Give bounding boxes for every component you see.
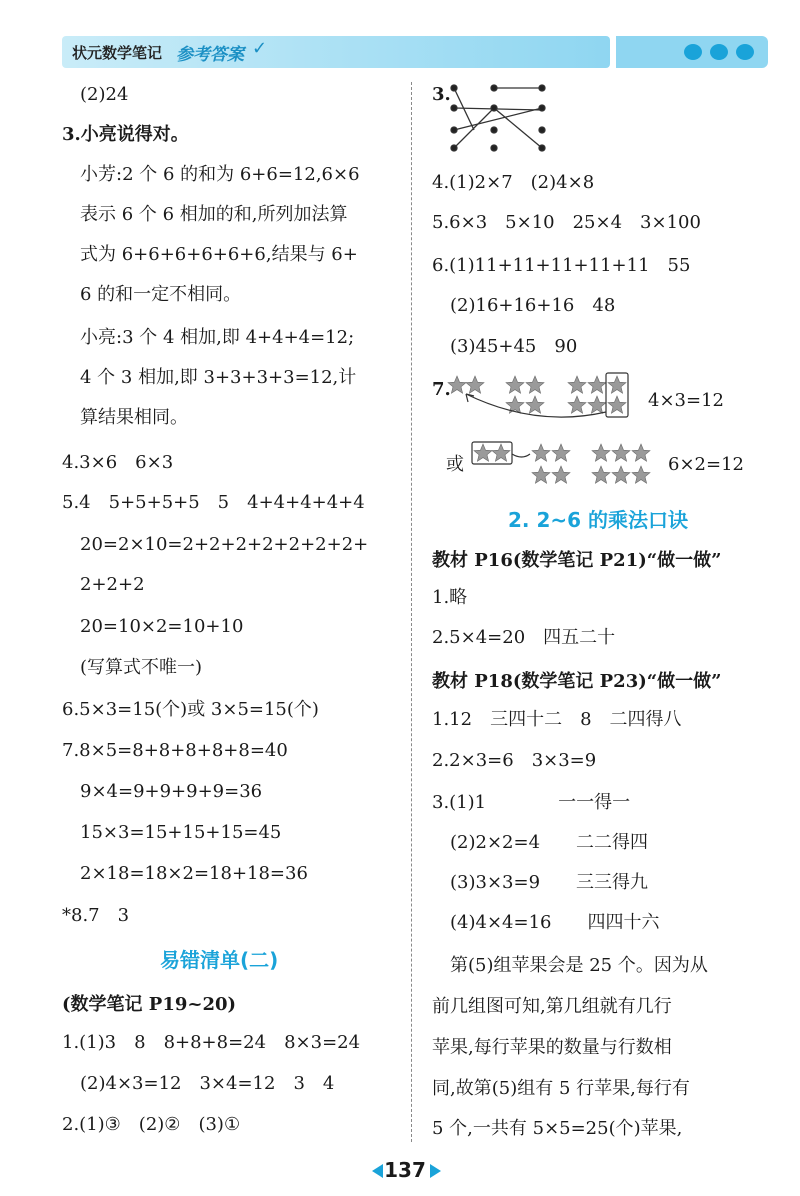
answer-line: 算结果相同。 bbox=[80, 407, 188, 428]
star-icon bbox=[632, 444, 650, 461]
star-icon bbox=[632, 466, 650, 483]
dot-icon bbox=[710, 44, 728, 60]
answer-line: 7.8×5=8+8+8+8+8=40 bbox=[62, 740, 288, 761]
answer-line: 15×3=15+15+15=45 bbox=[80, 822, 282, 843]
answer-line: 同,故第(5)组有 5 行苹果,每行有 bbox=[432, 1078, 690, 1099]
star-icon bbox=[526, 396, 544, 413]
section-title: 2. 2~6 的乘法口诀 bbox=[508, 508, 689, 532]
answer-line: 4.(1)2×7 (2)4×8 bbox=[432, 172, 595, 193]
answers-label: 参考答案 bbox=[176, 45, 244, 65]
next-arrow-icon bbox=[430, 1164, 441, 1178]
equation: 6×2=12 bbox=[668, 454, 744, 475]
answer-line: 6.5×3=15(个)或 3×5=15(个) bbox=[62, 699, 319, 720]
section-title: 易错清单(二) bbox=[160, 948, 279, 972]
star-icon bbox=[552, 466, 570, 483]
page-number: 137 bbox=[384, 1158, 426, 1182]
answer-line: 4 个 3 相加,即 3+3+3+3=12,计 bbox=[80, 367, 357, 388]
answer-line: (2)2×2=4 二二得四 bbox=[450, 832, 649, 853]
star-icon bbox=[588, 376, 606, 393]
star-icon bbox=[532, 466, 550, 483]
answer-line: (写算式不唯一) bbox=[80, 657, 203, 678]
answer-line: 小芳:2 个 6 的和为 6+6=12,6×6 bbox=[80, 164, 360, 185]
answer-line: 6 的和一定不相同。 bbox=[80, 284, 242, 305]
check-icon: ✓ bbox=[252, 38, 268, 59]
answer-line: 前几组图可知,第几组就有几行 bbox=[432, 996, 672, 1017]
answer-line: 5.4 5+5+5+5 5 4+4+4+4+4 bbox=[62, 492, 365, 513]
answer-line: 3.(1)1 一一得一 bbox=[432, 792, 631, 813]
answer-line: (3)3×3=9 三三得九 bbox=[450, 872, 649, 893]
answer-line: 2.5×4=20 四五二十 bbox=[432, 627, 616, 648]
answer-line: 苹果,每行苹果的数量与行数相 bbox=[432, 1037, 672, 1058]
star-icon bbox=[592, 444, 610, 461]
match-line bbox=[454, 108, 542, 110]
star-icon bbox=[552, 444, 570, 461]
answer-line: *8.7 3 bbox=[62, 905, 130, 926]
answer-line: (2)24 bbox=[80, 84, 129, 105]
subsection-title: 教材 P18(数学笔记 P23)“做一做” bbox=[432, 671, 722, 692]
answer-line: 2+2+2 bbox=[80, 574, 145, 595]
brand-title: 状元数学笔记 bbox=[72, 44, 163, 62]
subsection-title: (数学笔记 P19~20) bbox=[62, 994, 237, 1015]
star-icon bbox=[612, 466, 630, 483]
star-icon bbox=[506, 376, 524, 393]
star-icon bbox=[526, 376, 544, 393]
answer-line: 3.小亮说得对。 bbox=[62, 124, 189, 145]
answer-line: (3)45+45 90 bbox=[450, 336, 578, 357]
answer-line: 5.6×3 5×10 25×4 3×100 bbox=[432, 212, 701, 233]
star-icon bbox=[568, 396, 586, 413]
star-icon bbox=[448, 376, 466, 393]
answer-line: 2.(1)③ (2)② (3)① bbox=[62, 1114, 241, 1135]
answer-line: 6.(1)11+11+11+11+11 55 bbox=[432, 255, 691, 276]
answer-line: (2)4×3=12 3×4=12 3 4 bbox=[80, 1073, 335, 1094]
star-icon bbox=[492, 444, 510, 461]
or-label: 或 bbox=[446, 454, 464, 475]
star-icon bbox=[592, 466, 610, 483]
star-icon bbox=[588, 396, 606, 413]
answer-line: 1.12 三四十二 8 二四得八 bbox=[432, 709, 682, 730]
question-number: 3. bbox=[432, 84, 451, 105]
answer-line: 4.3×6 6×3 bbox=[62, 452, 174, 473]
matching-lines-diagram bbox=[450, 82, 550, 154]
dot-icon bbox=[684, 44, 702, 60]
star-icon bbox=[608, 376, 626, 393]
answer-line: 表示 6 个 6 相加的和,所列加法算 bbox=[80, 204, 348, 225]
star-icon bbox=[612, 444, 630, 461]
answer-line: 式为 6+6+6+6+6+6,结果与 6+ bbox=[80, 244, 358, 265]
column-divider bbox=[411, 82, 412, 1142]
star-grouping-diagram-2 bbox=[468, 440, 658, 490]
subsection-title: 教材 P16(数学笔记 P21)“做一做” bbox=[432, 550, 722, 571]
answer-line: 2×18=18×2=18+18=36 bbox=[80, 863, 308, 884]
answer-line: 1.略 bbox=[432, 587, 468, 608]
answer-line: 1.(1)3 8 8+8+8=24 8×3=24 bbox=[62, 1032, 361, 1053]
answer-line: 20=10×2=10+10 bbox=[80, 616, 244, 637]
star-grouping-diagram-1 bbox=[446, 372, 636, 424]
question-number: 7. bbox=[432, 379, 451, 400]
move-arrow bbox=[512, 454, 530, 457]
equation: 4×3=12 bbox=[648, 390, 724, 411]
answer-line: 9×4=9+9+9+9=36 bbox=[80, 781, 263, 802]
star-icon bbox=[474, 444, 492, 461]
answer-line: (4)4×4=16 四四十六 bbox=[450, 912, 660, 933]
answer-line: 第(5)组苹果会是 25 个。因为从 bbox=[450, 955, 708, 976]
star-icon bbox=[568, 376, 586, 393]
answer-line: 5 个,一共有 5×5=25(个)苹果, bbox=[432, 1118, 683, 1139]
star-icon bbox=[608, 396, 626, 413]
dot-icon bbox=[736, 44, 754, 60]
answer-line: (2)16+16+16 48 bbox=[450, 295, 616, 316]
answer-line: 20=2×10=2+2+2+2+2+2+2+ bbox=[80, 534, 369, 555]
answer-line: 小亮:3 个 4 相加,即 4+4+4=12; bbox=[80, 327, 355, 348]
star-icon bbox=[532, 444, 550, 461]
answer-line: 2.2×3=6 3×3=9 bbox=[432, 750, 597, 771]
star-icon bbox=[466, 376, 484, 393]
